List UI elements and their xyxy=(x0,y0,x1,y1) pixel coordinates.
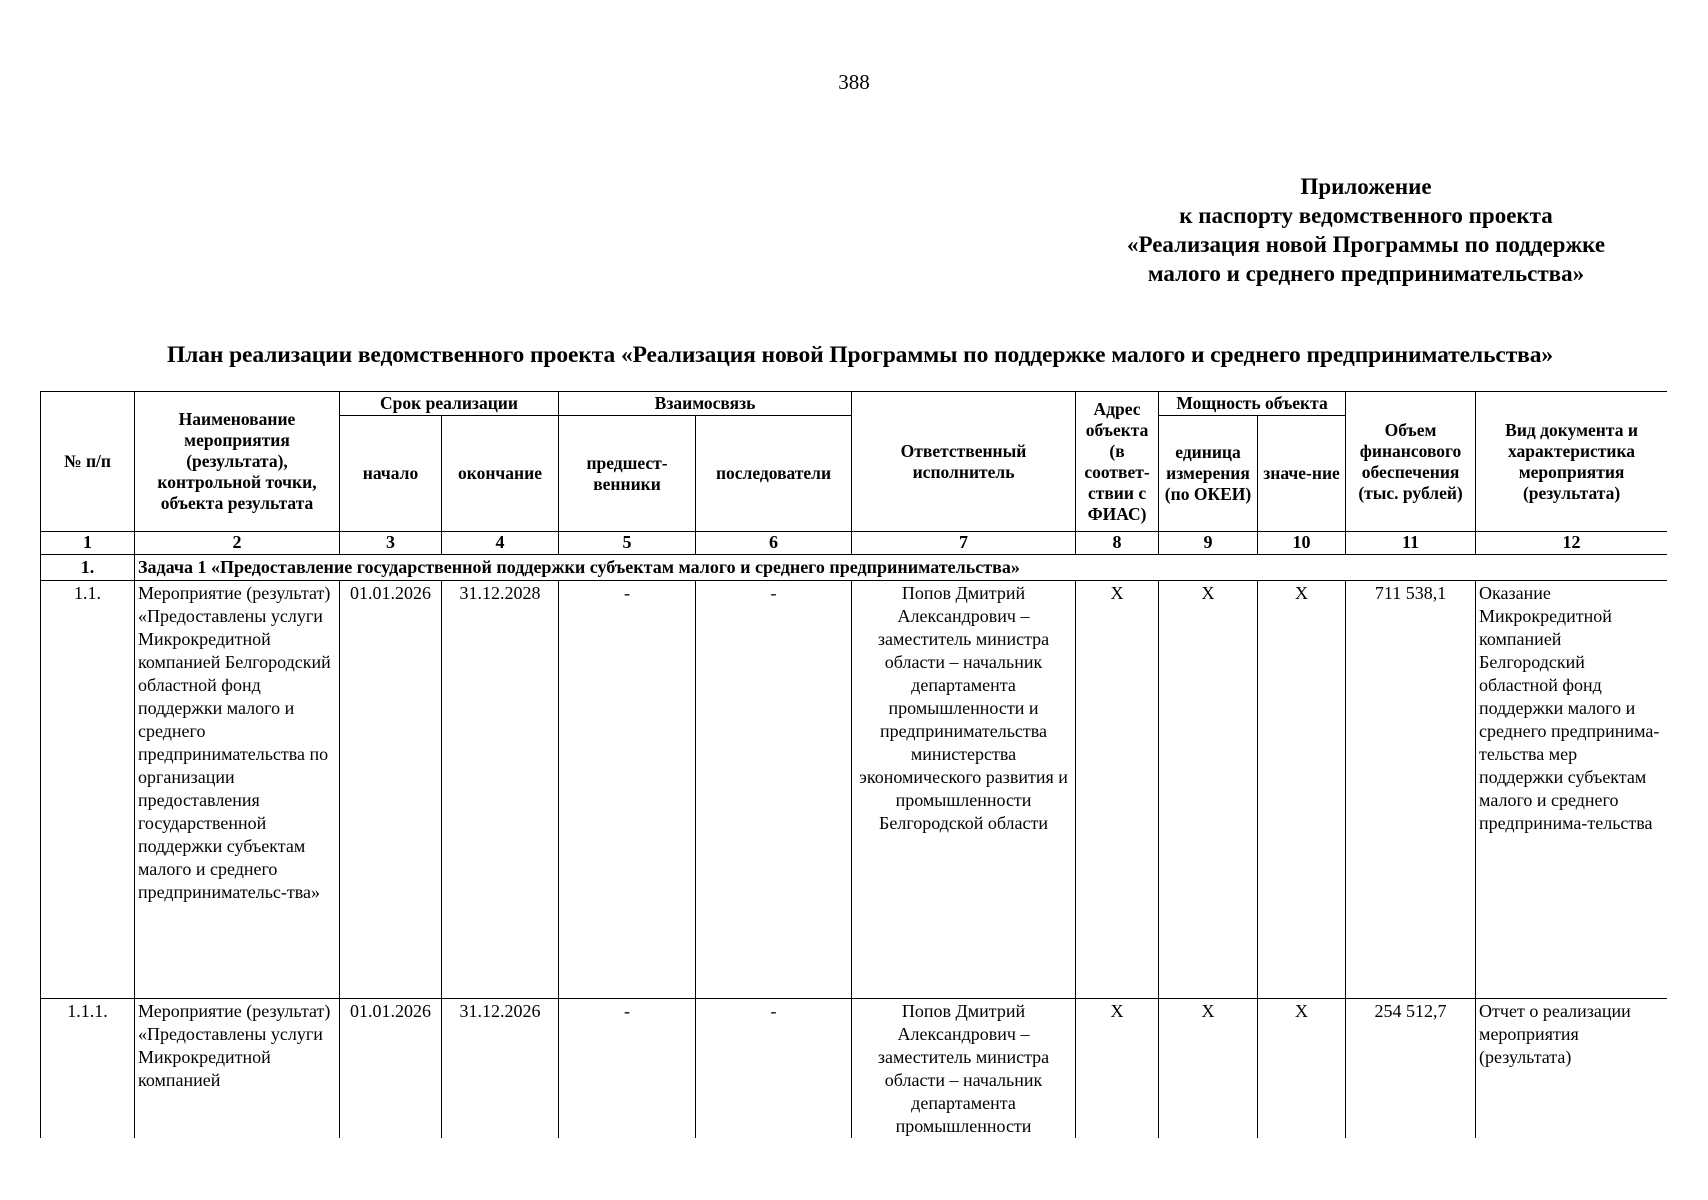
plan-table-viewport xyxy=(40,391,1667,1138)
row-end: 31.12.2026 xyxy=(442,999,559,1139)
appendix-line-4: малого и среднего предпринимательства» xyxy=(1147,261,1585,286)
row-funding: 254 512,7 xyxy=(1346,999,1476,1139)
row-address: X xyxy=(1076,581,1159,999)
row-name-text: Мероприятие (результат) «Предоставлены услуги Микрокредитной компанией xyxy=(138,1001,331,1090)
table-row xyxy=(41,581,1668,999)
task-num: 1. xyxy=(41,555,135,581)
column-number: 2 xyxy=(135,532,340,555)
row-value: X xyxy=(1258,999,1346,1139)
row-name xyxy=(135,999,340,1139)
row-funding: 711 538,1 xyxy=(1346,581,1476,999)
header-address: Адрес объекта (в соответ-ствии с ФИАС) xyxy=(1076,392,1159,532)
column-number: 11 xyxy=(1346,532,1476,555)
row-start: 01.01.2026 xyxy=(340,999,442,1139)
appendix-block xyxy=(1086,172,1646,288)
row-num: 1.1. xyxy=(41,581,135,999)
column-number: 6 xyxy=(696,532,852,555)
plan-table xyxy=(40,391,1667,1138)
appendix-line-1: Приложение xyxy=(1300,174,1432,199)
header-relation: Взаимосвязь xyxy=(559,392,852,416)
row-predecessors: - xyxy=(559,581,696,999)
header-name: Наименование мероприятия (результата), контрольной точки, объекта результата xyxy=(135,392,340,532)
row-responsible xyxy=(852,999,1076,1139)
row-successors: - xyxy=(696,999,852,1139)
header-unit: единица измерения (по ОКЕИ) xyxy=(1159,416,1258,532)
header-period: Срок реализации xyxy=(340,392,559,416)
column-number: 4 xyxy=(442,532,559,555)
column-number: 12 xyxy=(1476,532,1667,555)
row-start: 01.01.2026 xyxy=(340,581,442,999)
row-responsible-text: Попов Дмитрий Александрович – заместитель министра области – начальник департамента промышленности xyxy=(877,1001,1050,1136)
row-responsible: Попов Дмитрий Александрович – заместитель министра области – начальник департамента промышленности и предпринимательства министерства экономического развития и промышленности Белгородской области xyxy=(852,581,1076,999)
header-num: № п/п xyxy=(41,392,135,532)
header-start: начало xyxy=(340,416,442,532)
header-responsible: Ответственный исполнитель xyxy=(852,392,1076,532)
row-end: 31.12.2028 xyxy=(442,581,559,999)
task-text: Задача 1 «Предоставление государственной поддержки субъектам малого и среднего предпринимательства» xyxy=(135,555,1668,581)
column-number: 1 xyxy=(41,532,135,555)
row-doc-type: Отчет о реализации мероприятия (результата) xyxy=(1476,999,1667,1139)
header-predecessors: предшест-венники xyxy=(559,416,696,532)
header-value: значе-ние xyxy=(1258,416,1346,532)
appendix-line-3: «Реализация новой Программы по поддержке xyxy=(1126,232,1606,257)
row-unit: X xyxy=(1159,999,1258,1139)
page-number: 388 xyxy=(838,70,870,94)
row-name: Мероприятие (результат) «Предоставлены услуги Микрокредитной компанией Белгородский областной фонд поддержки малого и среднего предпринимательства по организации предоставления государственной поддержки субъектам малого и среднего предпринимательс-тва» xyxy=(135,581,340,999)
row-doc-type: Оказание Микрокредитной компанией Белгородский областной фонд поддержки малого и среднего предпринима-тельства мер поддержки субъектам малого и среднего предпринима-тельства xyxy=(1476,581,1667,999)
column-number: 9 xyxy=(1159,532,1258,555)
plan-title: План реализации ведомственного проекта «Реализация новой Программы по поддержке малого и среднего предпринимательства» xyxy=(166,342,1554,368)
column-number: 3 xyxy=(340,532,442,555)
column-number: 7 xyxy=(852,532,1076,555)
row-predecessors: - xyxy=(559,999,696,1139)
header-capacity: Мощность объекта xyxy=(1159,392,1346,416)
row-unit: X xyxy=(1159,581,1258,999)
header-funding: Объем финансового обеспечения (тыс. рублей) xyxy=(1346,392,1476,532)
column-number: 8 xyxy=(1076,532,1159,555)
header-doc-type: Вид документа и характеристика мероприятия (результата) xyxy=(1476,392,1667,532)
row-successors: - xyxy=(696,581,852,999)
task-row xyxy=(41,555,1668,581)
header-end: окончание xyxy=(442,416,559,532)
row-num: 1.1.1. xyxy=(41,999,135,1139)
row-value: X xyxy=(1258,581,1346,999)
column-number: 10 xyxy=(1258,532,1346,555)
row-address: X xyxy=(1076,999,1159,1139)
appendix-line-2: к паспорту ведомственного проекта xyxy=(1179,203,1553,228)
table-row xyxy=(41,999,1668,1139)
column-number: 5 xyxy=(559,532,696,555)
header-successors: последователи xyxy=(696,416,852,532)
